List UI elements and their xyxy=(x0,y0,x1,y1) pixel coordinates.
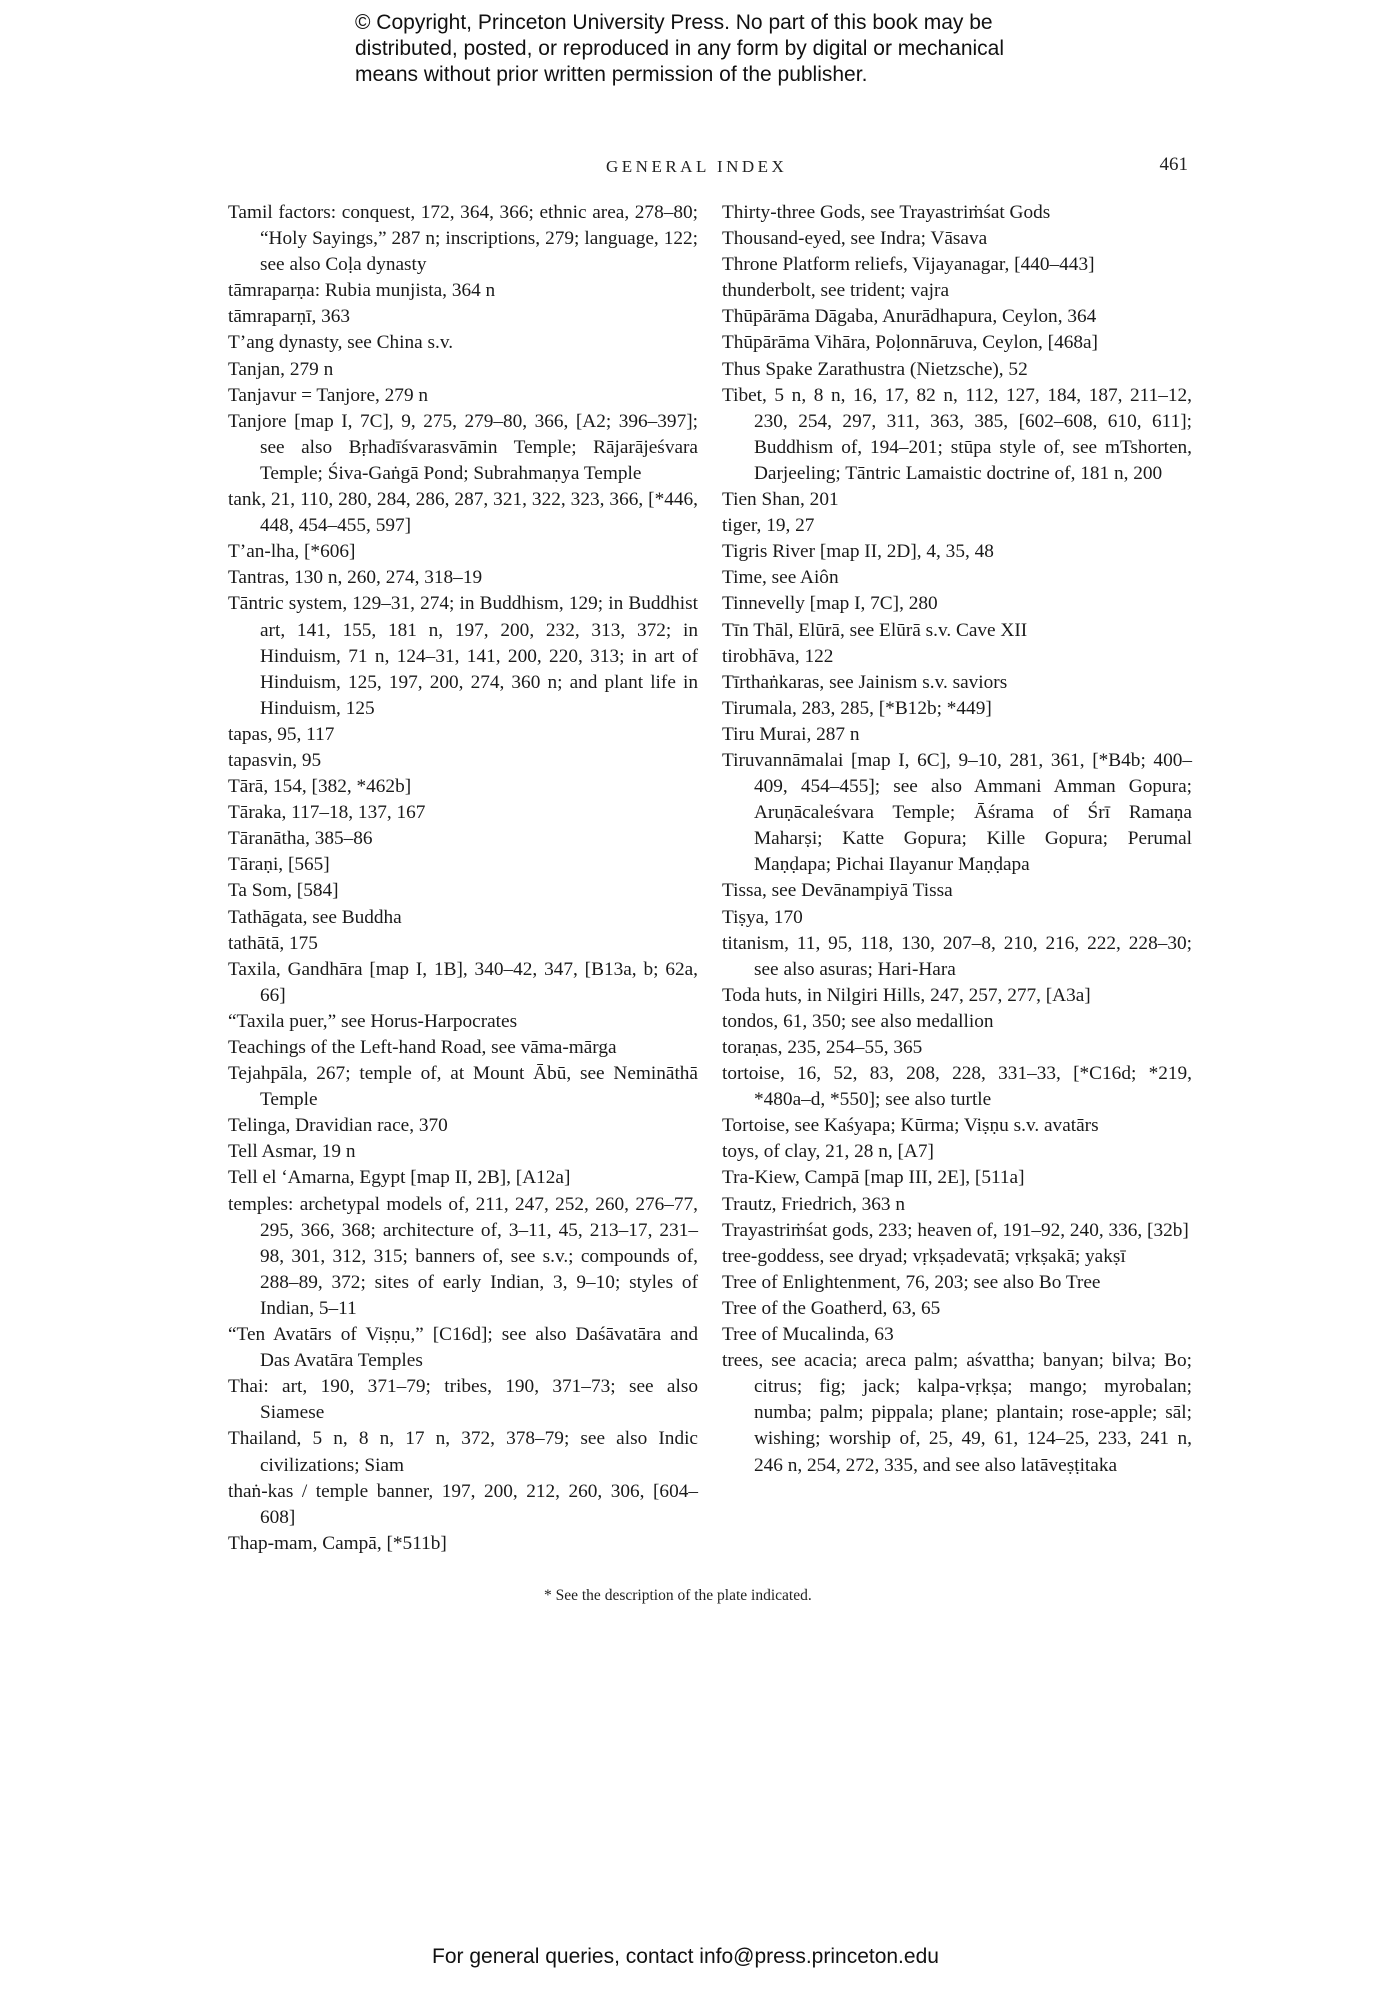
index-entry: tirobhāva, 122 xyxy=(722,645,834,667)
index-entry: Tīn Thāl, Elūrā, see Elūrā s.v. Cave XII xyxy=(722,619,1028,641)
index-entry: Telinga, Dravidian race, 370 xyxy=(228,1115,448,1137)
index-entry: tāmraparṇa: Rubia munjista, 364 n xyxy=(228,280,496,302)
index-entry: Thap-mam, Campā, [*511b] xyxy=(228,1532,447,1554)
index-entry: Tāraṇi, [565] xyxy=(228,854,330,876)
index-entry: Tigris River [map II, 2D], 4, 35, 48 xyxy=(722,541,994,563)
index-column-right xyxy=(722,200,1192,1479)
index-entry: tathātā, 175 xyxy=(228,932,318,954)
index-entry: tondos, 61, 350; see also medallion xyxy=(722,1010,994,1032)
index-entry: thunderbolt, see trident; vajra xyxy=(722,280,950,302)
index-entry: thaṅ-kas / temple banner, 197, 200, 212, 260, 306, [604–608] xyxy=(228,1480,698,1528)
index-entry: Tāraka, 117–18, 137, 167 xyxy=(228,802,426,824)
index-entry: Tell Asmar, 19 n xyxy=(228,1141,356,1163)
page-number: 461 xyxy=(1159,154,1188,175)
index-entry: Tejahpāla, 267; temple of, at Mount Ābū, see Nemināthā Temple xyxy=(228,1063,698,1111)
index-entry: Tibet, 5 n, 8 n, 16, 17, 82 n, 112, 127, 184, 187, 211–12, 230, 254, 297, 311, 363, 385, [602–608, 610, 611]; Buddhism of, 194–201; stūpa style of, see mTshorten, Darjeeling; Tāntric Lamaistic doctrine of, 181 n, 200 xyxy=(722,384,1192,484)
index-entry: Throne Platform reliefs, Vijayanagar, [440–443] xyxy=(722,254,1095,276)
index-entry: Tiru Murai, 287 n xyxy=(722,723,860,745)
index-entry: “Taxila puer,” see Horus-Harpocrates xyxy=(228,1010,518,1032)
footnote: * See the description of the plate indicated. xyxy=(544,1587,812,1604)
index-entry: Teachings of the Left-hand Road, see vāma-mārga xyxy=(228,1037,617,1058)
index-entry: Tathāgata, see Buddha xyxy=(228,906,402,928)
index-entry: Tantras, 130 n, 260, 274, 318–19 xyxy=(228,567,483,589)
index-entry: Tree of Enlightenment, 76, 203; see also Bo Tree xyxy=(722,1271,1101,1293)
index-entry: T’ang dynasty, see China s.v. xyxy=(228,332,454,354)
index-entry: toraṇas, 235, 254–55, 365 xyxy=(722,1037,923,1058)
index-entry: Time, see Aiôn xyxy=(722,567,839,589)
index-entry: titanism, 11, 95, 118, 130, 207–8, 210, 216, 222, 228–30; see also asuras; Hari-Hara xyxy=(722,932,1192,980)
index-entry: tortoise, 16, 52, 83, 208, 228, 331–33, [*C16d; *219, *480a–d, *550]; see also turtle xyxy=(722,1063,1192,1111)
index-column-left xyxy=(228,200,698,1557)
index-entry: Tien Shan, 201 xyxy=(722,489,839,511)
index-entry: T’an-lha, [*606] xyxy=(228,541,356,563)
index-entry: tree-goddess, see dryad; vṛkṣadevatā; vṛkṣakā; yakṣī xyxy=(722,1245,1126,1267)
copyright-line: distributed, posted, or reproduced in any form by digital or mechanical xyxy=(355,37,1005,60)
index-entry: Tortoise, see Kaśyapa; Kūrma; Viṣṇu s.v. avatārs xyxy=(722,1115,1099,1137)
index-entry: tapas, 95, 117 xyxy=(228,723,335,745)
index-entry: tank, 21, 110, 280, 284, 286, 287, 321, 322, 323, 366, [*446, 448, 454–455, 597] xyxy=(228,489,698,537)
index-entry: Trayastriṁśat gods, 233; heaven of, 191–92, 240, 336, [32b] xyxy=(722,1219,1189,1241)
copyright-line: means without prior written permission of the publisher. xyxy=(355,63,868,86)
index-entry: Tiṣya, 170 xyxy=(722,906,803,928)
index-entry: Tirumala, 283, 285, [*B12b; *449] xyxy=(722,697,992,719)
index-entry: Trautz, Friedrich, 363 n xyxy=(722,1193,905,1215)
index-entry: Thūpārāma Dāgaba, Anurādhapura, Ceylon, 364 xyxy=(722,306,1097,328)
index-entry: Thūpārāma Vihāra, Poḷonnāruva, Ceylon, [468a] xyxy=(722,332,1098,354)
index-entry: Thirty-three Gods, see Trayastriṁśat Gods xyxy=(722,202,1051,223)
index-entry: temples: archetypal models of, 211, 247, 252, 260, 276–77, 295, 366, 368; architecture of, 3–11, 45, 213–17, 231–98, 301, 312, 315; banners of, see s.v.; compounds of, 288–89, 372; sites of early Indian, 3, 9–10; styles of Indian, 5–11 xyxy=(228,1193,698,1319)
copyright-notice xyxy=(355,10,1115,88)
index-entry: Tanjavur = Tanjore, 279 n xyxy=(228,384,429,406)
index-entry: Tree of the Goatherd, 63, 65 xyxy=(722,1297,941,1319)
index-entry: Thai: art, 190, 371–79; tribes, 190, 371–73; see also Siamese xyxy=(228,1376,698,1424)
copyright-line: © Copyright, Princeton University Press. No part of this book may be xyxy=(355,11,993,34)
index-entry: Tārā, 154, [382, *462b] xyxy=(228,776,412,798)
index-entry: tiger, 19, 27 xyxy=(722,515,815,537)
index-entry: Tra-Kiew, Campā [map III, 2E], [511a] xyxy=(722,1167,1025,1189)
index-entry: Tinnevelly [map I, 7C], 280 xyxy=(722,593,938,615)
index-entry: Tanjore [map I, 7C], 9, 275, 279–80, 366, [A2; 396–397]; see also Bṛhadīśvarasvāmin Temple; Rājarājeśvara Temple; Śiva-Gaṅgā Pond; Subrahmaṇya Temple xyxy=(228,410,698,484)
index-entry: Tīrthaṅkaras, see Jainism s.v. saviors xyxy=(722,671,1008,693)
index-entry: Ta Som, [584] xyxy=(228,880,339,902)
index-entry: Tiruvannāmalai [map I, 6C], 9–10, 281, 361, [*B4b; 400–409, 454–455]; see also Ammani Amman Gopura; Aruṇācaleśvara Temple; Āśrama of Śrī Ramaṇa Maharṣi; Katte Gopura; Kille Gopura; Perumal Maṇḍapa; Pichai Ilayanur Maṇḍapa xyxy=(722,749,1192,876)
index-entry: Tissa, see Devānampiyā Tissa xyxy=(722,880,953,902)
index-entry: toys, of clay, 21, 28 n, [A7] xyxy=(722,1141,934,1163)
footer-contact: For general queries, contact info@press.princeton.edu xyxy=(432,1945,939,1968)
index-entry: Tree of Mucalinda, 63 xyxy=(722,1324,894,1346)
index-entry: Tāntric system, 129–31, 274; in Buddhism, 129; in Buddhist art, 141, 155, 181 n, 197, 200, 232, 313, 372; in Hinduism, 71 n, 124–31, 141, 200, 220, 313; in art of Hinduism, 125, 197, 200, 274, 360 n; and plant life in Hinduism, 125 xyxy=(228,593,698,719)
index-entry: tapasvin, 95 xyxy=(228,749,322,771)
index-entry: trees, see acacia; areca palm; aśvattha; banyan; bilva; Bo; citrus; fig; jack; kalpa-vṛkṣa; mango; myrobalan; numba; palm; pippala; plane; plantain; rose-apple; sāl; wishing; worship of, 25, 49, 61, 124–25, 233, 241 n, 246 n, 254, 272, 335, and see also latāveṣṭitaka xyxy=(722,1350,1192,1476)
index-entry: Toda huts, in Nilgiri Hills, 247, 257, 277, [A3a] xyxy=(722,984,1091,1006)
index-entry: Tamil factors: conquest, 172, 364, 366; ethnic area, 278–80; “Holy Sayings,” 287 n; inscriptions, 279; language, 122; see also Coḷa dynasty xyxy=(228,202,698,276)
index-entry: Tell el ‘Amarna, Egypt [map II, 2B], [A12a] xyxy=(228,1167,571,1189)
index-entry: Thailand, 5 n, 8 n, 17 n, 372, 378–79; see also Indic civilizations; Siam xyxy=(228,1428,698,1476)
index-entry: Tāranātha, 385–86 xyxy=(228,828,373,850)
index-entry: Tanjan, 279 n xyxy=(228,358,334,380)
index-entry: tāmraparṇī, 363 xyxy=(228,306,351,328)
index-entry: Thousand-eyed, see Indra; Vāsava xyxy=(722,228,988,250)
running-head: GENERAL INDEX xyxy=(606,157,788,176)
index-entry: Thus Spake Zarathustra (Nietzsche), 52 xyxy=(722,358,1028,380)
index-entry: “Ten Avatārs of Viṣṇu,” [C16d]; see also Daśāvatāra and Das Avatāra Temples xyxy=(228,1324,698,1372)
index-entry: Taxila, Gandhāra [map I, 1B], 340–42, 347, [B13a, b; 62a, 66] xyxy=(228,958,698,1006)
